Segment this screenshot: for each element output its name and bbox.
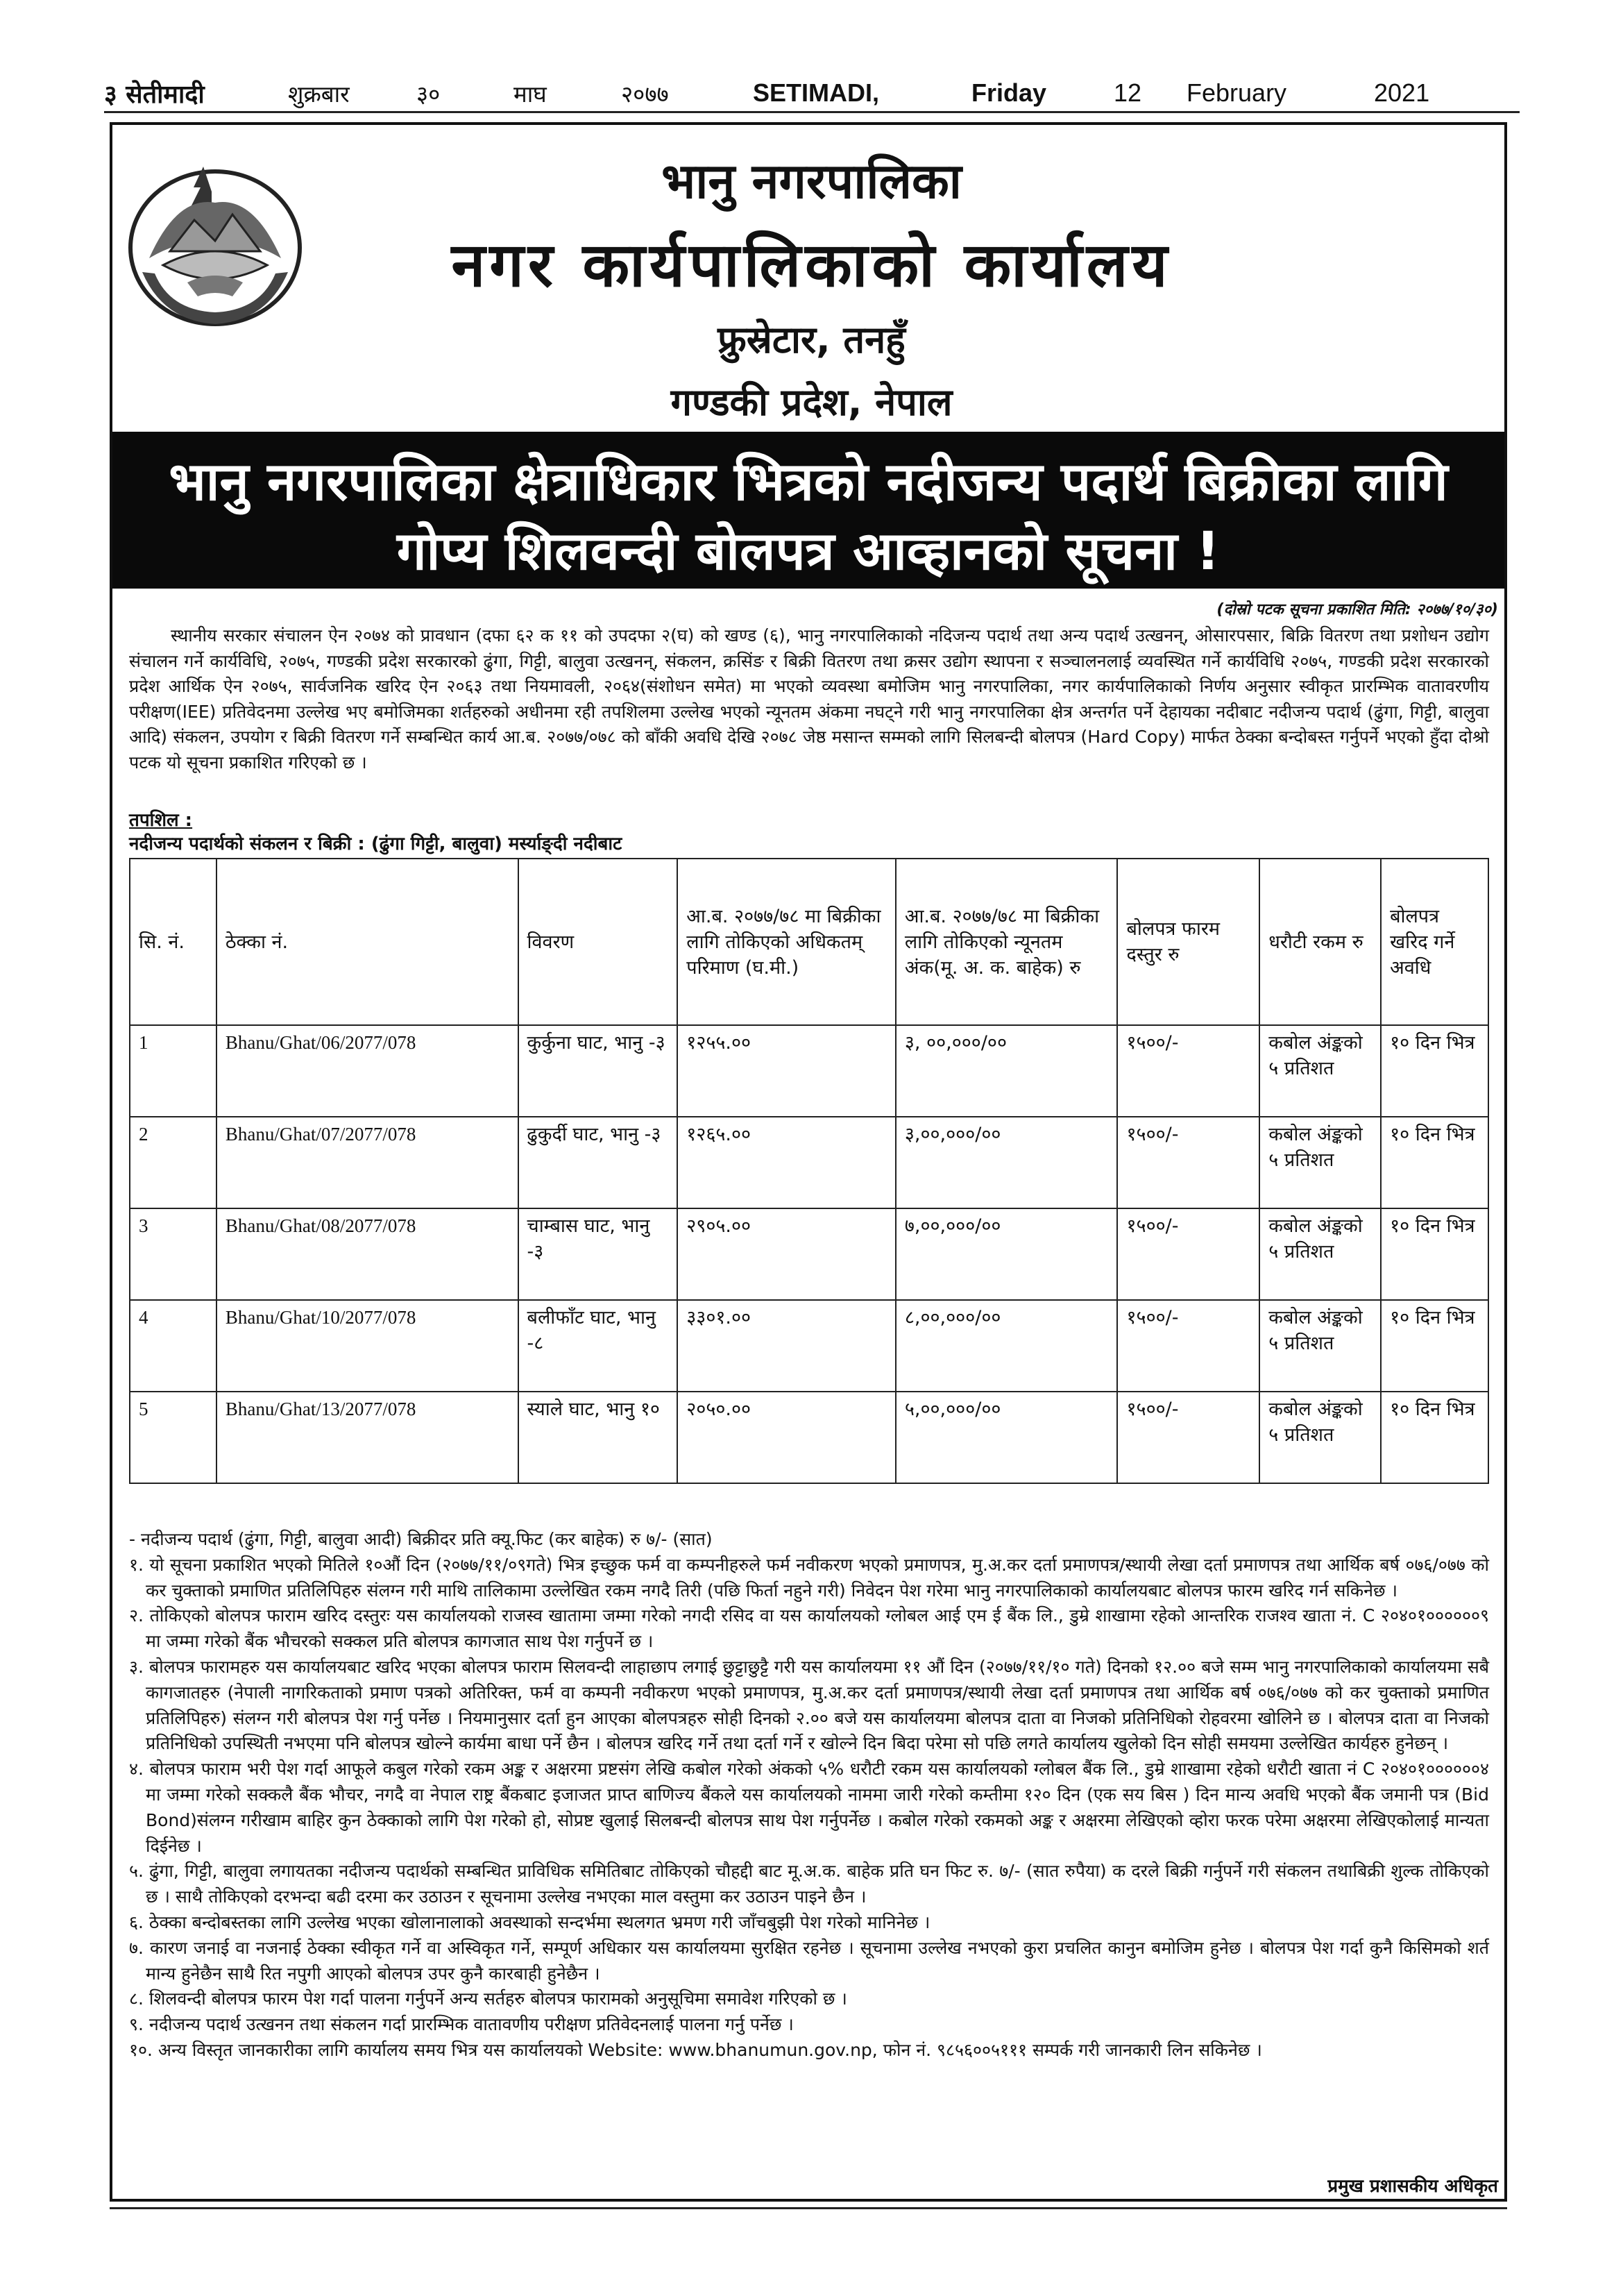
office-name: नगर कार्यपालिकाको कार्यालय [451,229,1172,301]
cell-purchase-period: १० दिन भित्र [1381,1025,1488,1117]
col-header-purchase-period: बोलपत्र खरिद गर्ने अवधि [1381,859,1488,1025]
cell-description: बलीफाँट घाट, भानु -८ [518,1300,678,1392]
cell-sn: 3 [130,1208,216,1300]
bottom-rule [110,2207,1507,2209]
cell-deposit: कबोल अंङ्कको ५ प्रतिशत [1259,1117,1381,1208]
cell-max-quantity: २०५०.०० [677,1392,896,1483]
table-row [130,1208,1488,1300]
cell-min-amount: ७,००,०००/०० [896,1208,1118,1300]
cell-contract-no: Bhanu/Ghat/07/2077/078 [216,1117,518,1208]
notice-title-line-2: गोप्य शिलवन्दी बोलपत्र आव्हानको सूचना ! [396,520,1221,582]
cell-deposit: कबोल अंङ्कको ५ प्रतिशत [1259,1208,1381,1300]
cell-form-fee: १५००/- [1117,1117,1259,1208]
cell-description: स्याले घाट, भानु १० [518,1392,678,1483]
details-label: तपशिल : [129,810,193,831]
cell-sn: 4 [130,1300,216,1392]
table-row [130,1300,1488,1392]
cell-sn: 2 [130,1117,216,1208]
term-item-3: ३. बोलपत्र फारामहरु यस कार्यालयबाट खरिद भएका बोलपत्र फाराम सिलवन्दी लाहाछाप लगाई छुट्टाछुट्टै गरी यस कार्यालयमा ११ औं दिन (२०७७/११/१० गते) दिनको १२.०० बजे सम्म भानु नगरपालिकाको कार्यालयमा सबै कागजातहरु (नेपाली नागरिकताको प्रमाण पत्रको अतिरिक्त, फर्म वा कम्पनी नवीकरण भएको प्रमाणपत्र, मु.अ.कर दर्ता प्रमाणपत्र/स्थायी लेखा दर्ता प्रमाणपत्र तथा आर्थिक बर्ष ०७६/०७७ को कर चुक्ताको प्रमाणित प्रतिलिपिहरु) संलग्न गरी बोलपत्र पेश गर्नु पर्नेछ । नियमानुसार दर्ता हुन आएका बोलपत्रहरु सोही दिनको २.०० बजे यस कार्यालयमा बोलपत्र दाता वा निजको प्रतिनिधिको रोहवरमा खोलिने छ । बोलपत्र दाता वा निजको प्रतिनिधिको उपस्थिती नभएमा पनि बोलपत्र खोल्ने कार्यमा बाधा पर्ने छैन । बोलपत्र खरिद गर्ने तथा दर्ता गर्ने र खोल्ने दिन बिदा परेमा सो पछि लगते कार्यालय खुलेको दिन सोही समयमा उल्लेखित कार्यहरु हुनेछन् । [129,1656,1489,1754]
cell-form-fee: १५००/- [1117,1300,1259,1392]
cell-contract-no: Bhanu/Ghat/13/2077/078 [216,1392,518,1483]
cell-min-amount: ५,००,०००/०० [896,1392,1118,1483]
paper-name: SETIMADI, [753,78,880,107]
cell-max-quantity: १२६५.०० [677,1117,896,1208]
cell-min-amount: ३, ००,०००/०० [896,1025,1118,1117]
col-header-max-quantity: आ.ब. २०७७/७८ मा बिक्रीका लागि तोकिएको अधिकतम् परिमाण (घ.मी.) [677,859,896,1025]
col-header-description: विवरण [518,859,678,1025]
en-month: February [1187,78,1287,107]
cell-deposit: कबोल अंङ्कको ५ प्रतिशत [1259,1392,1381,1483]
notice-title-banner [112,432,1504,589]
cell-min-amount: ३,००,०००/०० [896,1117,1118,1208]
term-item-10: १०. अन्य विस्तृत जानकारीका लागि कार्यालय समय भित्र यस कार्यालयको Website: www.bhanumun.gov.np, फोन नं. ९८५६००५१११ सम्पर्क गरी जानकारी लिन सकिनेछ । [129,2039,1262,2060]
notice-title-line-1: भानु नगरपालिका क्षेत्राधिकार भित्रको नदीजन्य पदार्थ बिक्रीका लागि [169,450,1448,512]
en-year: 2021 [1374,78,1430,107]
cell-form-fee: १५००/- [1117,1025,1259,1117]
np-month: माघ [513,80,547,108]
masthead [104,74,1520,112]
cell-sn: 1 [130,1025,216,1117]
np-date: ३० [416,80,441,108]
term-item-9: ९. नदीजन्य पदार्थ उत्खनन तथा संकलन गर्दा प्रारम्भिक वातावणीय परीक्षण प्रतिवेदनलाई पालना गर्नु पर्नेछ । [129,2014,794,2035]
signatory-title: प्रमुख प्रशासकीय अधिकृत [1327,2176,1498,2197]
np-day: शुक्रबार [288,80,350,108]
en-date: 12 [1114,78,1142,107]
cell-contract-no: Bhanu/Ghat/08/2077/078 [216,1208,518,1300]
term-item-8: ८. शिलवन्दी बोलपत्र फारम पेश गर्दा पालना गर्नुपर्ने अन्य सर्तहरु बोलपत्र फारामको अनुसूचिमा समावेश गरिएको छ । [129,1989,847,2009]
cell-sn: 5 [130,1392,216,1483]
cell-max-quantity: १२५५.०० [677,1025,896,1117]
publish-date-note: (दोस्रो पटक सूचना प्रकाशित मिति: २०७७/१०/३०) [1216,601,1498,618]
term-item-4: ४. बोलपत्र फाराम भरी पेश गर्दा आफूले कबुल गरेको रकम अङ्क र अक्षरमा प्रष्टसंग लेखि कबोल गरेको अंकको ५% धरौटी रकम यस कार्यालयको ग्लोबल बैंक लि., डुम्रे शाखामा रहेको धरौटी खाता नं C २०४०१००००००४ मा जम्मा गरेको सक्कलै बैंक भौचर, नगदै वा नेपाल राष्ट्र बैंकबाट इजाजत प्राप्त बाणिज्य बैंकले यस कार्यालयको नाममा जारी गरेको कम्तीमा १२० दिन (एक सय बिस ) दिन मान्य अवधि भएको बैंक जमानी पत्र (Bid Bond)संलग्न गरीखाम बाहिर कुन ठेक्काको लागि पेश गरेको हो, सोप्रष्ट खुलाई सिलबन्दी बोलपत्र साथ पेश गर्नुपर्नेछ । कबोल गरेको रकमको अङ्क र अक्षरमा लेखिएको व्होरा फरक परेमा अक्षरमा लेखिएकोलाई मान्यता दिईनेछ । [129,1759,1489,1856]
col-header-deposit: धरौटी रकम रु [1259,859,1381,1025]
en-day: Friday [971,78,1047,107]
cell-contract-no: Bhanu/Ghat/10/2077/078 [216,1300,518,1392]
cell-form-fee: १५००/- [1117,1208,1259,1300]
term-item-5: ५. ढुंगा, गिट्टी, बालुवा लगायतका नदीजन्य पदार्थको सम्बन्धित प्राविधिक समितिबाट तोकिएको चौहद्दी बाट मू.अ.क. बाहेक प्रति घन फिट रु. ७/- (सात रुपैया) क दरले बिक्री गर्नुपर्ने गरी संकलन तथाबिक्री शुल्क तोकिएको छ । साथै तोकिएको दरभन्दा बढी दरमा कर उठाउन र सूचनामा उल्लेख नभएका माल वस्तुमा कर उठाउन पाइने छैन । [129,1861,1489,1907]
table-subheading: नदीजन्य पदार्थको संकलन र बिक्री : (ढुंगा गिट्टी, बालुवा) मर्स्याङ्दी नदीबाट [129,834,622,854]
np-year: २०७७ [621,80,669,108]
page-number-logo: ३ सेतीमादी [104,80,205,109]
province-country: गण्डकी प्रदेश, नेपाल [670,380,953,424]
term-item-2: २. तोकिएको बोलपत्र फाराम खरिद दस्तुरः यस कार्यालयको राजस्व खातामा जम्मा गरेको नगदी रसिद वा यस कार्यालयको ग्लोबल आई एम ई बैंक लि., डुम्रे शाखामा रहेको आन्तरिक राजश्व खाता नं. C २०४०१००००००९ मा जम्मा गरेको बैंक भौचरको सक्कल प्रति बोलपत्र कागजात साथ पेश गर्नुपर्ने छ । [129,1605,1489,1652]
municipality-name: भानु नगरपालिका [661,153,962,210]
tender-table [129,858,1489,1484]
cell-deposit: कबोल अंङ्कको ५ प्रतिशत [1259,1300,1381,1392]
cell-purchase-period: १० दिन भित्र [1381,1117,1488,1208]
cell-max-quantity: २९०५.०० [677,1208,896,1300]
term-item-6: ६. ठेक्का बन्दोबस्तका लागि उल्लेख भएका खोलानालाको अवस्थाको सन्दर्भमा स्थलगत भ्रमण गरी जाँचबुझी पेश गरेको मानिनेछ । [129,1911,931,1932]
table-row [130,1117,1488,1208]
cell-form-fee: १५००/- [1117,1392,1259,1483]
cell-description: ढुकुर्दी घाट, भानु -३ [518,1117,678,1208]
col-header-contract-no: ठेक्का नं. [216,859,518,1025]
cell-purchase-period: १० दिन भित्र [1381,1392,1488,1483]
table-row [130,1025,1488,1117]
cell-description: कुर्कुना घाट, भानु -३ [518,1025,678,1117]
cell-deposit: कबोल अंङ्कको ५ प्रतिशत [1259,1025,1381,1117]
term-item-7: ७. कारण जनाई वा नजनाई ठेक्का स्वीकृत गर्ने वा अस्विकृत गर्ने, सम्पूर्ण अधिकार यस कार्यालयमा सुरक्षित रहनेछ । सूचनामा उल्लेख नभएको कुरा प्रचलित कानुन बमोजिम हुनेछ । बोलपत्र पेश गर्दा कुनै किसिमको शर्त मान्य हुनेछैन साथै रित नपुगी आएको बोलपत्र उपर कुनै कारबाही हुनेछैन । [129,1937,1489,1984]
masthead-rule [104,111,1520,113]
cell-purchase-period: १० दिन भित्र [1381,1208,1488,1300]
office-location: फ्रुस्रेटार, तनहुँ [717,318,906,362]
cell-min-amount: ८,००,०००/०० [896,1300,1118,1392]
term-item-1: १. यो सूचना प्रकाशित भएको मितिले १०औं दिन (२०७७/११/०९गते) भित्र इच्छुक फर्म वा कम्पनीहरुले फर्म नवीकरण भएको प्रमाणपत्र, मु.अ.कर दर्ता प्रमाणपत्र/स्थायी लेखा दर्ता प्रमाणपत्र तथा आर्थिक बर्ष ०७६/०७७ को कर चुक्ताको प्रमाणित प्रतिलिपिहरु संलग्न गरी माथि तालिकामा उल्लेखित रकम नगदै तिरी (पछि फिर्ता नहुने गरी) निवेदन पेश गरेमा भानु नगरपालिकाको कार्यालयबाट बोलपत्र फारम खरिद गर्न सकिनेछ । [129,1554,1489,1601]
col-header-min-amount: आ.ब. २०७७/७८ मा बिक्रीका लागि तोकिएको न्यूनतम अंक(मू. अ. क. बाहेक) रु [896,859,1118,1025]
cell-max-quantity: ३३०१.०० [677,1300,896,1392]
table-row [130,1392,1488,1483]
terms-list [129,1527,1489,2063]
rate-note: - नदीजन्य पदार्थ (ढुंगा, गिट्टी, बालुवा आदी) बिक्रीदर प्रति क्यू.फिट (कर बाहेक) रु ७/- (सात) [129,1529,713,1549]
table-header-row [130,859,1488,1025]
cell-contract-no: Bhanu/Ghat/06/2077/078 [216,1025,518,1117]
cell-description: चाम्बास घाट, भानु -३ [518,1208,678,1300]
intro-paragraph: स्थानीय सरकार संचालन ऐन २०७४ को प्रावधान (दफा ६२ क ११ को उपदफा २(घ) को खण्ड (६), भानु नगरपालिकाको नदिजन्य पदार्थ तथा अन्य पदार्थ उत्खनन्, ओसारपसार, बिक्रि वितरण तथा प्रशोधन उद्योग संचालन गर्ने कार्यविधि, २०७५, गण्डकी प्रदेश सरकारको ढुंगा, गिट्टी, बालुवा उत्खनन्, संकलन, क्रसिंङ र बिक्री वितरण तथा क्रसर उद्योग स्थापना र सञ्चालनलाई व्यवस्थित गर्ने कार्यविधि २०७५, गण्डकी प्रदेश सरकारको प्रदेश आर्थिक ऐन २०७५, सार्वजनिक खरिद ऐन २०६३ तथा नियमावली, २०६४(संशोधन समेत) मा भएको व्यवस्था बमोजिम भानु नगरपालिका, नगर कार्यपालिकाको निर्णय अनुसार स्वीकृत प्रारम्भिक वातावरणीय परीक्षण(IEE) प्रतिवेदनमा उल्लेख भए बमोजिमका शर्तहरुको अधीनमा रही तपशिलमा उल्लेख भएको न्यूनतम अंकमा नघट्ने गरी भानु नगरपालिका क्षेत्र अन्तर्गत पर्ने देहायका नदीबाट नदीजन्य पदार्थ (ढुंगा, गिट्टी, बालुवा आदि) संकलन, उपयोग र बिक्री वितरण गर्ने सम्बन्धित कार्य आ.ब. २०७७/०७८ को बाँकी अवधि देखि २०७८ जेष्ठ मसान्त सम्मको लागि सिलबन्दी बोलपत्र (Hard Copy) मार्फत ठेक्का बन्दोबस्त गर्नुपर्ने भएको हुँदा दोश्रो पटक यो सूचना प्रकाशित गरिएको छ । [129,625,1490,773]
cell-purchase-period: १० दिन भित्र [1381,1300,1488,1392]
col-header-form-fee: बोलपत्र फारम दस्तुर रु [1117,859,1259,1025]
col-header-sn: सि. नं. [130,859,216,1025]
